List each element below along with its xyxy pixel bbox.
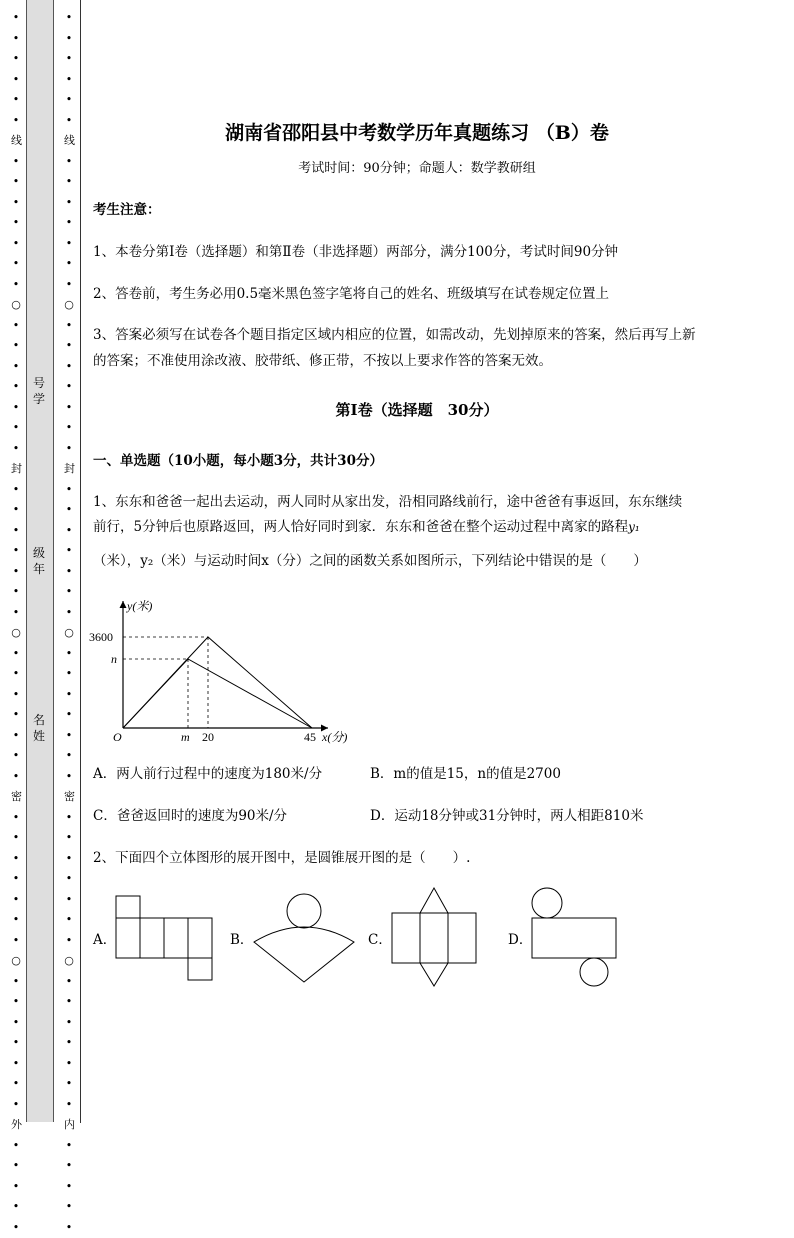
outer-label-mi: 密	[11, 790, 22, 803]
q1-option-b: B．m的值是15，n的值是2700	[370, 766, 561, 782]
exam-subtitle: 考试时间：90分钟；命题人：数学教研组	[298, 161, 536, 176]
student-grade-field: 级年	[32, 546, 45, 576]
q2-label-c: C．	[368, 932, 392, 948]
x-tick-20: 20	[202, 730, 214, 744]
inner-label-circle-2: ○	[64, 626, 74, 639]
inner-label-mi: 密	[64, 790, 75, 803]
outer-label-circle-1: ○	[11, 298, 21, 311]
q1-option-a: A．两人前行过程中的速度为180米/分	[93, 766, 323, 782]
outer-label-circle-2: ○	[11, 626, 21, 639]
notice-heading: 考生注意：	[93, 202, 161, 218]
x-tick-m: m	[181, 730, 190, 744]
outer-label-xian: 线	[11, 134, 22, 147]
q2-label-b: B．	[230, 932, 254, 948]
x-axis-label: x(分)	[322, 730, 348, 744]
student-name-field: 名姓	[32, 713, 45, 743]
q1-var-y1: y₁	[628, 520, 640, 534]
part-heading: 一、单选题（10小题，每小题3分，共计30分）	[93, 453, 383, 469]
q1-option-d: D．运动18分钟或31分钟时，两人相距810米	[370, 808, 644, 824]
inner-label-nei: 内	[64, 1118, 75, 1131]
q1-line-2-text: 前行，5分钟后也原路返回，两人恰好同时到家．东东和爸爸在整个运动过程中离家的路程	[93, 519, 629, 535]
line-y2	[123, 659, 312, 728]
y-tick-3600: 3600	[89, 630, 113, 644]
outer-label-circle-3: ○	[11, 954, 21, 967]
q2-figure-b-cone-net	[250, 892, 358, 984]
q1-option-c: C．爸爸返回时的速度为90米/分	[93, 808, 288, 824]
line-y1	[123, 637, 312, 728]
student-number-field: 号学	[32, 376, 45, 406]
q1-line-2	[93, 515, 640, 539]
x-tick-45: 45	[304, 730, 316, 744]
page-title: 湖南省邵阳县中考数学历年真题练习 （B）卷	[225, 122, 609, 144]
q2-text: 2、下面四个立体图形的展开图中，是圆锥展开图的是（ ）.	[93, 850, 471, 866]
notice-item-1: 1、本卷分第I卷（选择题）和第Ⅱ卷（非选择题）两部分，满分100分，考试时间90分钟	[93, 244, 619, 260]
inner-label-circle-1: ○	[64, 298, 74, 311]
q2-label-d: D．	[508, 932, 533, 948]
outer-label-feng: 封	[11, 462, 22, 475]
inner-label-xian: 线	[64, 134, 75, 147]
y-axis-label: y(米)	[127, 599, 153, 613]
q2-label-a: A．	[93, 932, 117, 948]
inner-label-feng: 封	[64, 462, 75, 475]
q2-figure-d-cylinder-net	[528, 886, 620, 988]
q1-function-graph	[85, 593, 375, 748]
inner-label-circle-3: ○	[64, 954, 74, 967]
q1-line-3: （米），y₂（米）与运动时间x（分）之间的函数关系如图所示，下列结论中错误的是（ ）	[93, 553, 647, 569]
section-title: 第I卷（选择题 30分）	[335, 401, 499, 419]
notice-item-2: 2、答卷前，考生务必用0.5毫米黑色签字笔将自己的姓名、班级填写在试卷规定位置上	[93, 286, 610, 302]
outer-dot-column: • • • • • • 线 • • • • • • • ○ • • • • • • • 封 • • • • • • • ○ • • • • • • • 密 • • • • • • • ○ • • • • • • • 外 • • • • •	[11, 11, 22, 1234]
inner-dot-column: • • • • • • 线 • • • • • • • ○ • • • • • • • 封 • • • • • • • ○ • • • • • • • 密 • • • • • • • ○ • • • • • • • 内 • • • • •	[64, 11, 75, 1234]
notice-item-3: 3、答案必须写在试卷各个题目指定区域内相应的位置，如需改动，先划掉原来的答案，然后再写上新	[93, 327, 696, 343]
origin-label: O	[113, 730, 122, 744]
q2-figure-c-prism-net	[388, 886, 480, 988]
notice-item-3-cont: 的答案；不准使用涂改液、胶带纸、修正带，不按以上要求作答的答案无效。	[93, 353, 552, 369]
q1-line-1: 1、东东和爸爸一起出去运动，两人同时从家出发，沿相同路线前行，途中爸爸有事返回，东东继续	[93, 494, 683, 510]
outer-label-wai: 外	[11, 1118, 22, 1131]
q2-figure-a-cube-net	[112, 894, 216, 982]
y-tick-n: n	[111, 652, 117, 666]
